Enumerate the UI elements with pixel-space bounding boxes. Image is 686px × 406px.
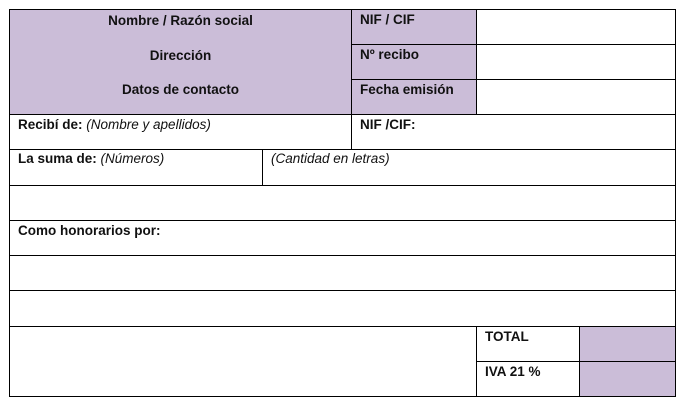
issuer-block [9,9,352,115]
total-label-cell [476,326,580,362]
sum-label-text: La suma de: [18,151,97,166]
total-label: TOTAL [485,329,529,344]
issue-date-label: Fecha emisión [360,82,454,97]
sum-label [18,151,164,167]
issuer-address-label: Dirección [149,48,212,63]
receipt-number-label: Nº recibo [360,47,419,62]
vat-label-cell [476,361,580,397]
issue-date-field[interactable] [476,79,676,115]
nif-cif-field[interactable] [476,9,676,45]
vat-label: IVA 21 % [485,364,541,379]
payer-nif-cif-field[interactable] [351,114,676,150]
sum-words-hint: (Cantidad en letras) [271,151,390,166]
total-value-field[interactable] [579,326,676,362]
received-from-field[interactable] [9,114,352,150]
receipt-number-label-cell [351,44,477,80]
receipt-number-field[interactable] [476,44,676,80]
payer-nif-cif-label: NIF /CIF: [360,117,416,132]
vat-value-field[interactable] [579,361,676,397]
sum-numbers-field[interactable] [9,149,263,186]
blank-row-1[interactable] [9,185,676,221]
received-from-hint: (Nombre y apellidos) [86,117,211,132]
issuer-name-label: Nombre / Razón social [108,13,253,28]
notes-area[interactable] [9,326,477,397]
sum-numbers-hint: (Números) [100,151,165,166]
fees-row[interactable] [9,220,676,256]
issuer-contact-label: Datos de contacto [121,82,240,97]
sum-words-field[interactable] [262,149,676,186]
received-from-label-text: Recibí de: [18,117,83,132]
fees-label: Como honorarios por: [18,223,161,238]
nif-cif-label: NIF / CIF [360,12,415,27]
issue-date-label-cell [351,79,477,115]
received-from-label [18,117,211,133]
blank-row-2[interactable] [9,255,676,291]
blank-row-3[interactable] [9,290,676,327]
nif-cif-label-cell [351,9,477,45]
